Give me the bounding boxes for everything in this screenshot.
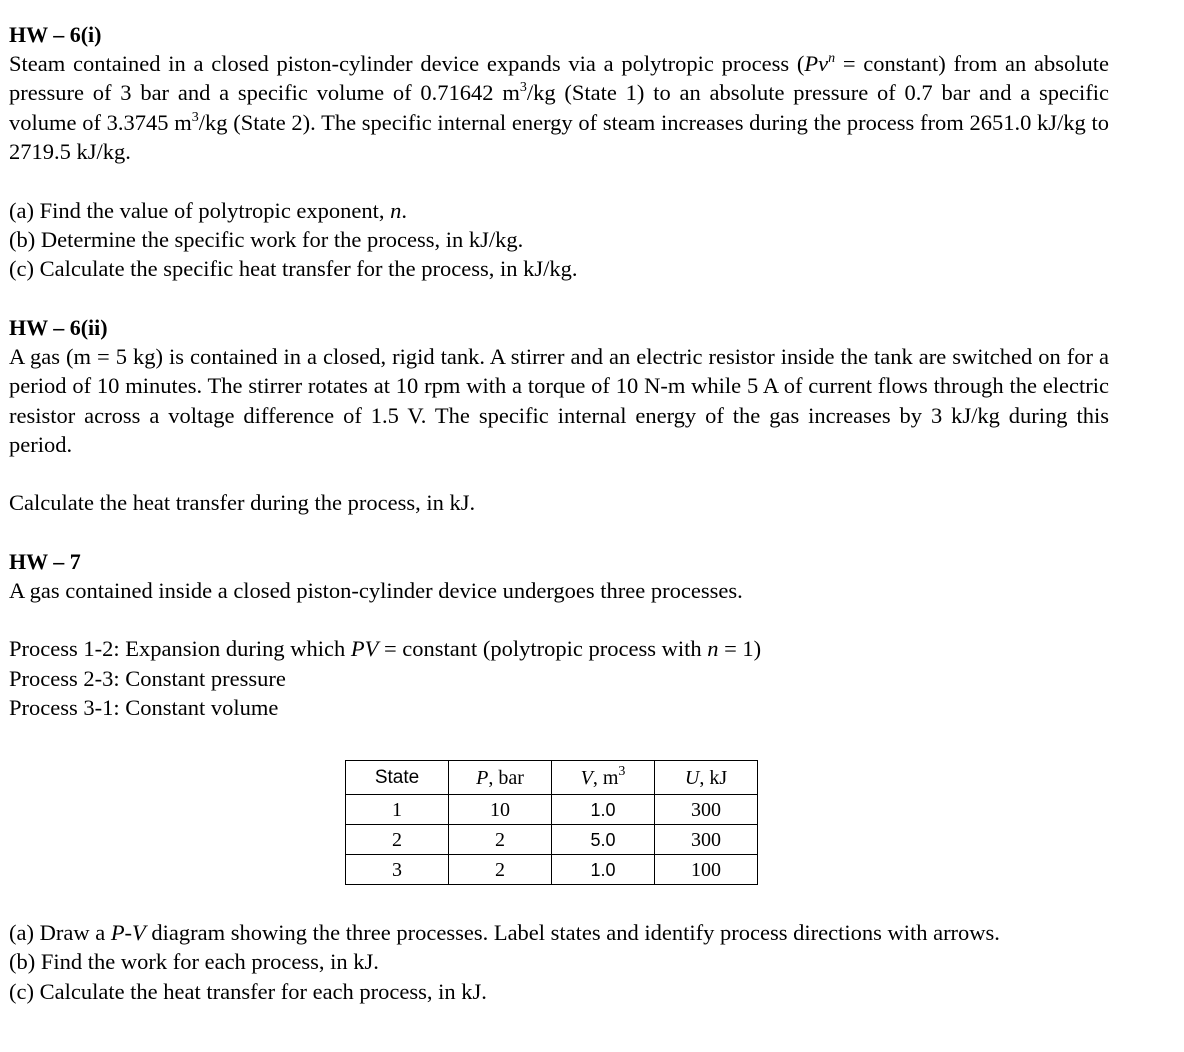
hw6ii-question: Calculate the heat transfer during the process, in kJ. <box>9 490 476 516</box>
cell-state: 1 <box>346 795 449 825</box>
cell-state: 2 <box>346 825 449 855</box>
hw6i-question-b: (b) Determine the specific work for the process, in kJ/kg. <box>9 227 524 253</box>
hw7-question-b: (b) Find the work for each process, in kJ. <box>9 949 379 975</box>
table-row <box>346 855 758 885</box>
hw7-process-2-3: Process 2-3: Constant pressure <box>9 665 286 691</box>
table-row <box>346 825 758 855</box>
cell-energy: 100 <box>655 855 758 885</box>
cell-energy: 300 <box>655 825 758 855</box>
hw7-process-3-1: Process 3-1: Constant volume <box>9 695 279 721</box>
hw6ii-paragraph: A gas (m = 5 kg) is contained in a closed, rigid tank. A stirrer and an electric resistor inside the tank are switched on for a period of 10 minutes. The stirrer rotates at 10 rpm with a torque of 10 N-m while 5 A of current flows through the electric resistor across a voltage difference of 1.5 V. The specific internal energy of the gas increases by 3 kJ/kg during this period. <box>9 343 1109 458</box>
state-table <box>345 760 758 885</box>
hw7-intro: A gas contained inside a closed piston-cylinder device undergoes three processes. <box>9 577 743 603</box>
table-row <box>346 795 758 825</box>
header-state: State <box>346 761 449 795</box>
hw7-title: HW – 7 <box>9 548 81 574</box>
hw6ii-title: HW – 6(ii) <box>9 314 108 340</box>
cell-pressure: 2 <box>449 825 552 855</box>
cell-volume: 1.0 <box>552 795 655 825</box>
hw6i-paragraph: Steam contained in a closed piston-cylinder device expands via a polytropic process ($Pv^n$ = constant) from an absolute pressure of 3 bar and a specific volume of 0.71642 $m^3/kg$ (State 1) to an absolute pressure of 0.7 bar and a specific volume of 3.3745 $m^3/kg$ (State 2). The specific internal energy of steam increases during the process from 2651.0 kJ/kg to 2719.5 kJ/kg. <box>9 51 1110 165</box>
cell-volume: 5.0 <box>552 825 655 855</box>
table-header-row <box>346 761 758 795</box>
hw7-question-a: (a) Draw a P-V diagram showing the three processes. Label states and identify process directions with arrows. <box>9 920 1000 945</box>
cell-volume: 1.0 <box>552 855 655 885</box>
hw6i-question-a: (a) Find the value of polytropic exponent, n. <box>9 197 408 223</box>
cell-pressure: 2 <box>449 855 552 885</box>
cell-state: 3 <box>346 855 449 885</box>
document-body <box>9 20 1109 723</box>
cell-energy: 300 <box>655 795 758 825</box>
hw7-question-c: (c) Calculate the heat transfer for each process, in kJ. <box>9 978 487 1004</box>
header-volume: V, $m^3$ <box>552 761 655 795</box>
hw6i-title: HW – 6(i) <box>9 22 102 47</box>
cell-pressure: 10 <box>449 795 552 825</box>
hw7-process-1-2: Process 1-2: Expansion during which PV = constant (polytropic process with n = 1) <box>9 636 762 662</box>
header-pressure: P, bar <box>449 761 552 795</box>
hw6i-question-c: (c) Calculate the specific heat transfer for the process, in kJ/kg. <box>9 256 578 282</box>
header-energy: U, kJ <box>655 761 758 795</box>
hw7-questions <box>9 918 1109 1006</box>
